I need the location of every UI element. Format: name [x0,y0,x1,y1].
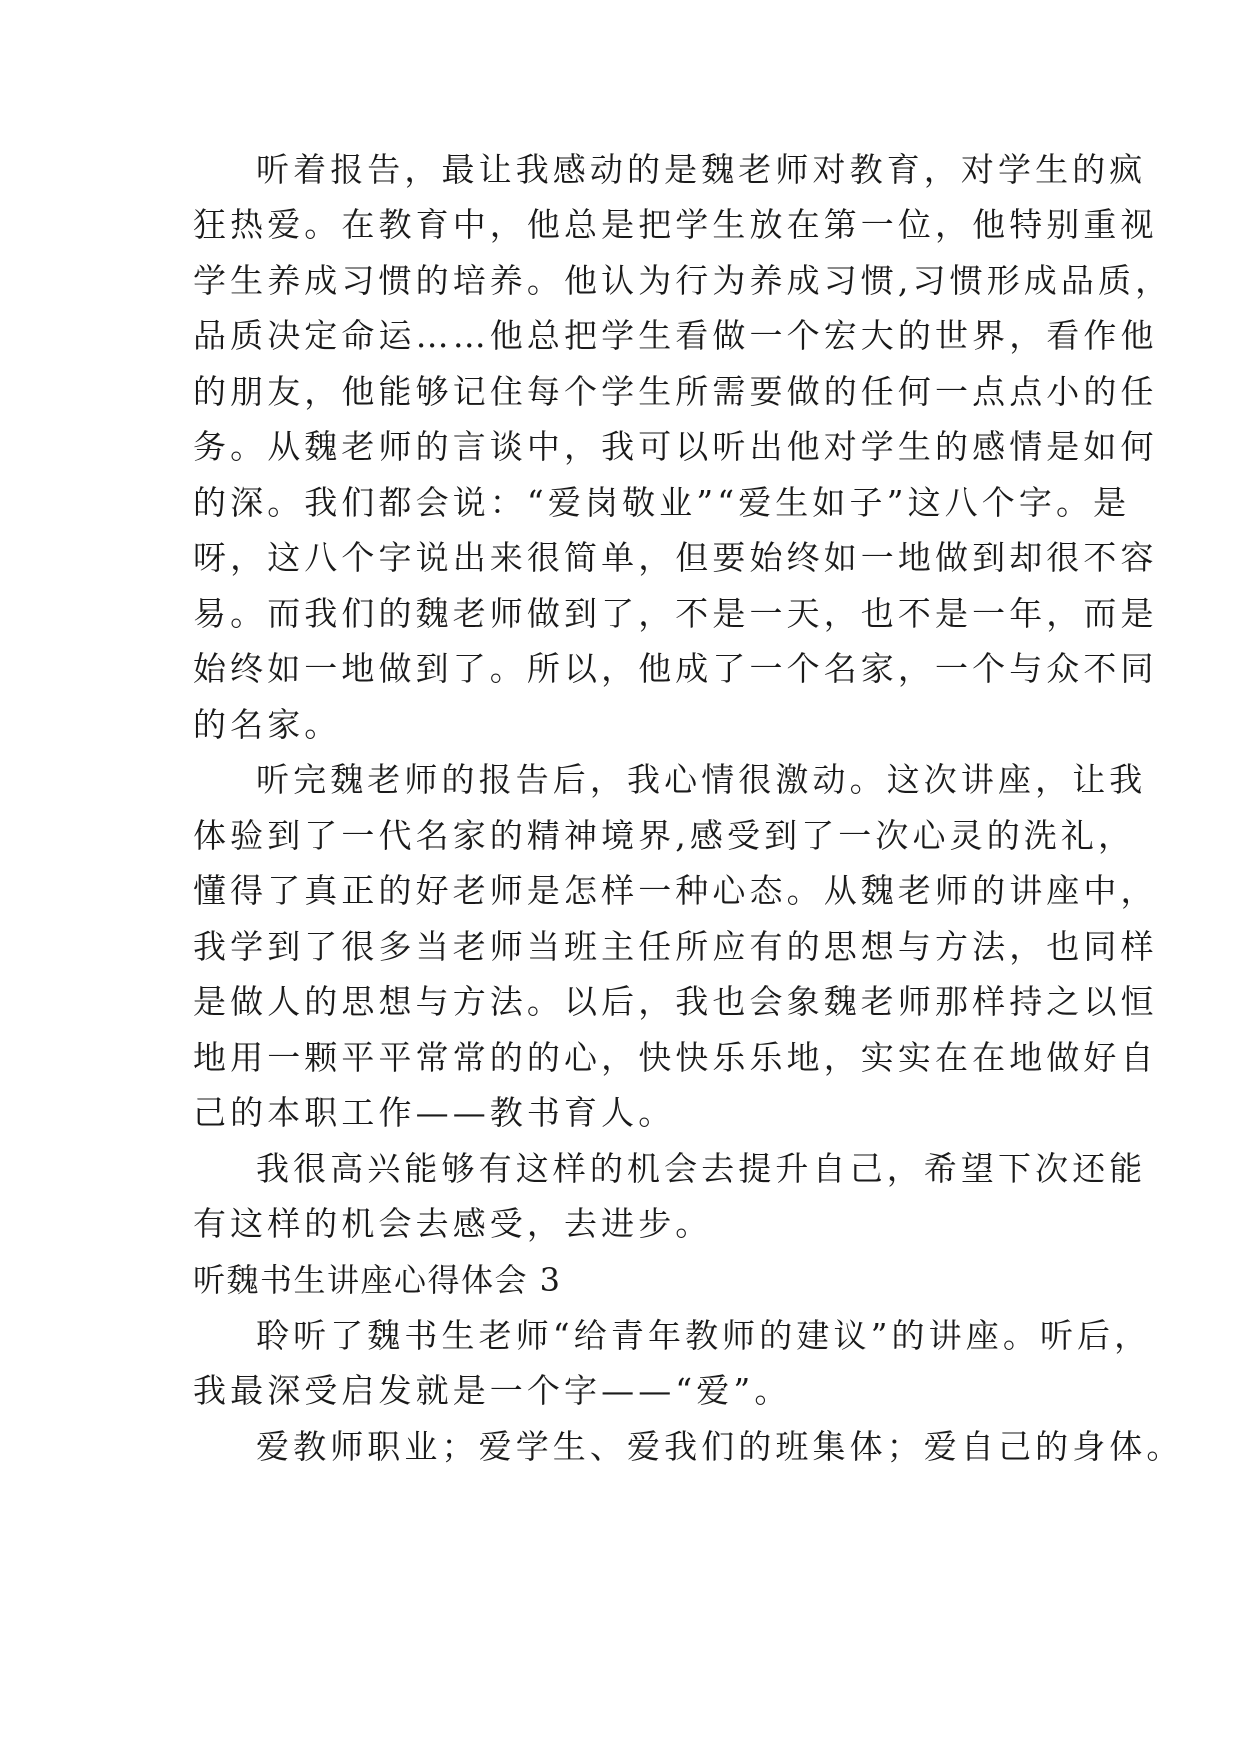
paragraph-line: 始终如一地做到了。所以，他成了一个名家，一个与众不同 [193,649,1158,688]
paragraph-line: 地用一颗平平常常的的心，快快乐乐地，实实在在地做好自 [193,1038,1158,1077]
paragraph-line: 品质决定命运……他总把学生看做一个宏大的世界，看作他 [193,316,1158,355]
paragraph-line: 体验到了一代名家的精神境界,感受到了一次心灵的洗礼， [193,816,1136,855]
section-heading: 听魏书生讲座心得体会 3 [193,1261,562,1299]
paragraph-line: 狂热爱。在教育中，他总是把学生放在第一位，他特别重视 [193,205,1158,244]
paragraph-line: 懂得了真正的好老师是怎样一种心态。从魏老师的讲座中， [193,871,1158,910]
paragraph-line: 学生养成习惯的培养。他认为行为养成习惯,习惯形成品质， [193,261,1173,300]
paragraph-line: 听完魏老师的报告后，我心情很激动。这次讲座，让我 [256,760,1147,799]
paragraph-line: 聆听了魏书生老师“给青年教师的建议”的讲座。听后， [256,1316,1152,1355]
paragraph-line: 我最深受启发就是一个字——“爱”。 [193,1371,792,1410]
paragraph-line: 的名家。 [193,705,342,744]
paragraph-line: 己的本职工作——教书育人。 [193,1093,676,1132]
paragraph-line: 爱教师职业；爱学生、爱我们的班集体；爱自己的身体。 [256,1427,1184,1466]
paragraph-line: 听着报告，最让我感动的是魏老师对教育，对学生的疯 [256,150,1147,189]
paragraph-line: 的朋友，他能够记住每个学生所需要做的任何一点点小的任 [193,372,1158,411]
paragraph-line: 是做人的思想与方法。以后，我也会象魏老师那样持之以恒 [193,982,1158,1021]
paragraph-line: 我很高兴能够有这样的机会去提升自己，希望下次还能 [256,1149,1147,1188]
paragraph-line: 呀，这八个字说出来很简单，但要始终如一地做到却很不容 [193,538,1158,577]
paragraph-line: 有这样的机会去感受，去进步。 [193,1204,713,1243]
paragraph-line: 易。而我们的魏老师做到了，不是一天，也不是一年，而是 [193,594,1158,633]
paragraph-line: 务。从魏老师的言谈中，我可以听出他对学生的感情是如何 [193,427,1158,466]
paragraph-line: 我学到了很多当老师当班主任所应有的思想与方法，也同样 [193,927,1158,966]
paragraph-line: 的深。我们都会说：“爱岗敬业”“爱生如子”这八个字。是 [193,483,1131,522]
